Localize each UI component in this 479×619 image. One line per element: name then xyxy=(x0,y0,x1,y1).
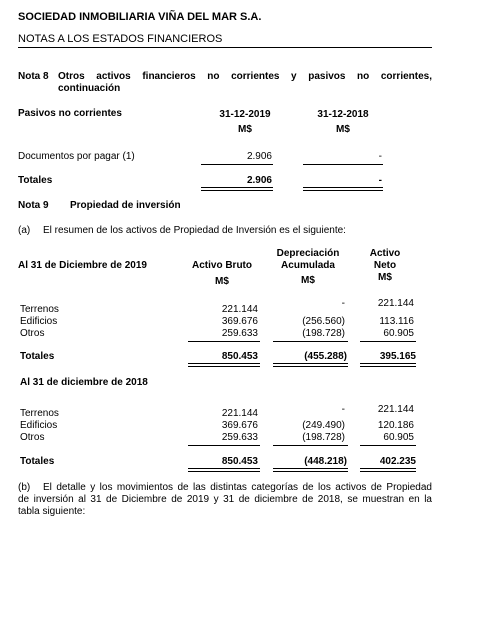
col-neto-unit: M$ xyxy=(378,272,392,283)
t2018-row2-dep: (198.728) xyxy=(302,432,345,443)
t2019-row2-label: Otros xyxy=(20,328,45,339)
nota8-totals-label: Totales xyxy=(18,175,53,186)
t2019-row2-bruto: 259.633 xyxy=(221,328,258,339)
nota8-totals-2018: - xyxy=(378,175,382,186)
t2018-row1-bruto: 369.676 xyxy=(221,420,258,431)
t2019-underline-dep xyxy=(273,341,348,342)
t2018-totals-label: Totales xyxy=(20,456,55,467)
section-title: NOTAS A LOS ESTADOS FINANCIEROS xyxy=(18,33,223,45)
t2019-row1-dep: (256.560) xyxy=(302,316,345,327)
nota9-label: Nota 9 xyxy=(18,200,49,211)
t2019-row2-neto: 60.905 xyxy=(383,328,414,339)
t2019-totals-label: Totales xyxy=(20,351,55,362)
nota8-col2-date: 31-12-2018 xyxy=(317,109,369,120)
t2019-row0-dep: - xyxy=(341,298,345,309)
col-dep-line1: Depreciación xyxy=(276,248,340,259)
nota8-row-underline-2018 xyxy=(303,164,383,165)
nota8-row-underline-2019 xyxy=(201,164,273,165)
t2018-row2-bruto: 259.633 xyxy=(221,432,258,443)
t2019-underline-bruto xyxy=(188,341,260,342)
t2018-row2-label: Otros xyxy=(20,432,45,443)
header-divider xyxy=(18,47,432,48)
company-name: SOCIEDAD INMOBILIARIA VIÑA DEL MAR S.A. xyxy=(18,11,262,23)
t2019-dbl-underline-neto xyxy=(360,363,416,367)
nota8-title: Otros activos financieros no corrientes y pasivos no corrientes, xyxy=(58,71,432,82)
col-neto-line2: Neto xyxy=(373,260,397,271)
t2019-dbl-underline-dep xyxy=(273,363,348,367)
t2019-row1-bruto: 369.676 xyxy=(221,316,258,327)
t2018-row1-dep: (249.490) xyxy=(302,420,345,431)
col-dep-line2: Acumulada xyxy=(281,260,335,271)
para-a-marker: (a) xyxy=(18,225,31,236)
nota8-col1-date: 31-12-2019 xyxy=(219,109,271,120)
nota8-table-header: Pasivos no corrientes xyxy=(18,108,122,119)
nota8-totals-underline-2018 xyxy=(303,187,383,191)
t2018-totals-dep: (448.218) xyxy=(304,456,347,467)
t2019-row1-label: Edificios xyxy=(20,316,58,327)
col-bruto-unit: M$ xyxy=(215,276,229,287)
t2018-row2-neto: 60.905 xyxy=(383,432,414,443)
t2019-totals-dep: (455.288) xyxy=(304,351,347,362)
nota9-title: Propiedad de inversión xyxy=(70,200,181,211)
nota8-col1-unit: M$ xyxy=(238,124,252,135)
t2018-row1-neto: 120.186 xyxy=(377,420,414,431)
col-dep-unit: M$ xyxy=(301,275,315,286)
para-b-marker: (b) xyxy=(18,482,31,493)
nota8-row-2018: - xyxy=(378,151,382,162)
t2018-dbl-underline-dep xyxy=(273,468,348,472)
t2019-totals-bruto: 850.453 xyxy=(221,351,258,362)
para-b-line3: tabla siguiente: xyxy=(18,506,86,517)
t2019-row0-label: Terrenos xyxy=(20,304,59,315)
t2018-row0-neto: 221.144 xyxy=(377,404,414,415)
nota8-row-2019: 2.906 xyxy=(246,151,272,162)
t2019-totals-neto: 395.165 xyxy=(379,351,416,362)
t2019-row2-dep: (198.728) xyxy=(302,328,345,339)
nota8-col2-unit: M$ xyxy=(336,124,350,135)
t2018-dbl-underline-neto xyxy=(360,468,416,472)
t2018-row0-dep: - xyxy=(341,404,345,415)
t2018-totals-bruto: 850.453 xyxy=(221,456,258,467)
para-b-line2: de inversión al 31 de Diciembre de 2019 y 31 de diciembre de 2018, se muestran en la xyxy=(18,494,432,505)
t2018-underline-bruto xyxy=(188,445,260,446)
nota8-totals-underline-2019 xyxy=(201,187,273,191)
t2019-underline-neto xyxy=(360,341,416,342)
table2019-title: Al 31 de Diciembre de 2019 xyxy=(18,260,147,271)
col-neto-line1: Activo xyxy=(369,248,401,259)
t2019-row1-neto: 113.116 xyxy=(379,316,414,327)
col-bruto: Activo Bruto xyxy=(192,260,252,271)
t2018-underline-dep xyxy=(273,445,348,446)
nota8-totals-2019: 2.906 xyxy=(246,175,272,186)
t2018-underline-neto xyxy=(360,445,416,446)
t2019-row0-neto: 221.144 xyxy=(377,298,414,309)
t2018-dbl-underline-bruto xyxy=(188,468,260,472)
nota8-title-continued: continuación xyxy=(58,83,121,94)
t2018-row0-bruto: 221.144 xyxy=(221,408,258,419)
t2019-dbl-underline-bruto xyxy=(188,363,260,367)
t2018-totals-neto: 402.235 xyxy=(379,456,416,467)
para-b-line1: El detalle y los movimientos de las distintas categorías de los activos de Propiedad xyxy=(43,482,432,493)
nota8-row-label: Documentos por pagar (1) xyxy=(18,151,135,162)
table2018-title: Al 31 de diciembre de 2018 xyxy=(20,377,148,388)
para-a-text: El resumen de los activos de Propiedad de Inversión es el siguiente: xyxy=(43,225,346,236)
t2019-row0-bruto: 221.144 xyxy=(221,304,258,315)
t2018-row1-label: Edificios xyxy=(20,420,58,431)
t2018-row0-label: Terrenos xyxy=(20,408,59,419)
nota8-label: Nota 8 xyxy=(18,71,49,82)
